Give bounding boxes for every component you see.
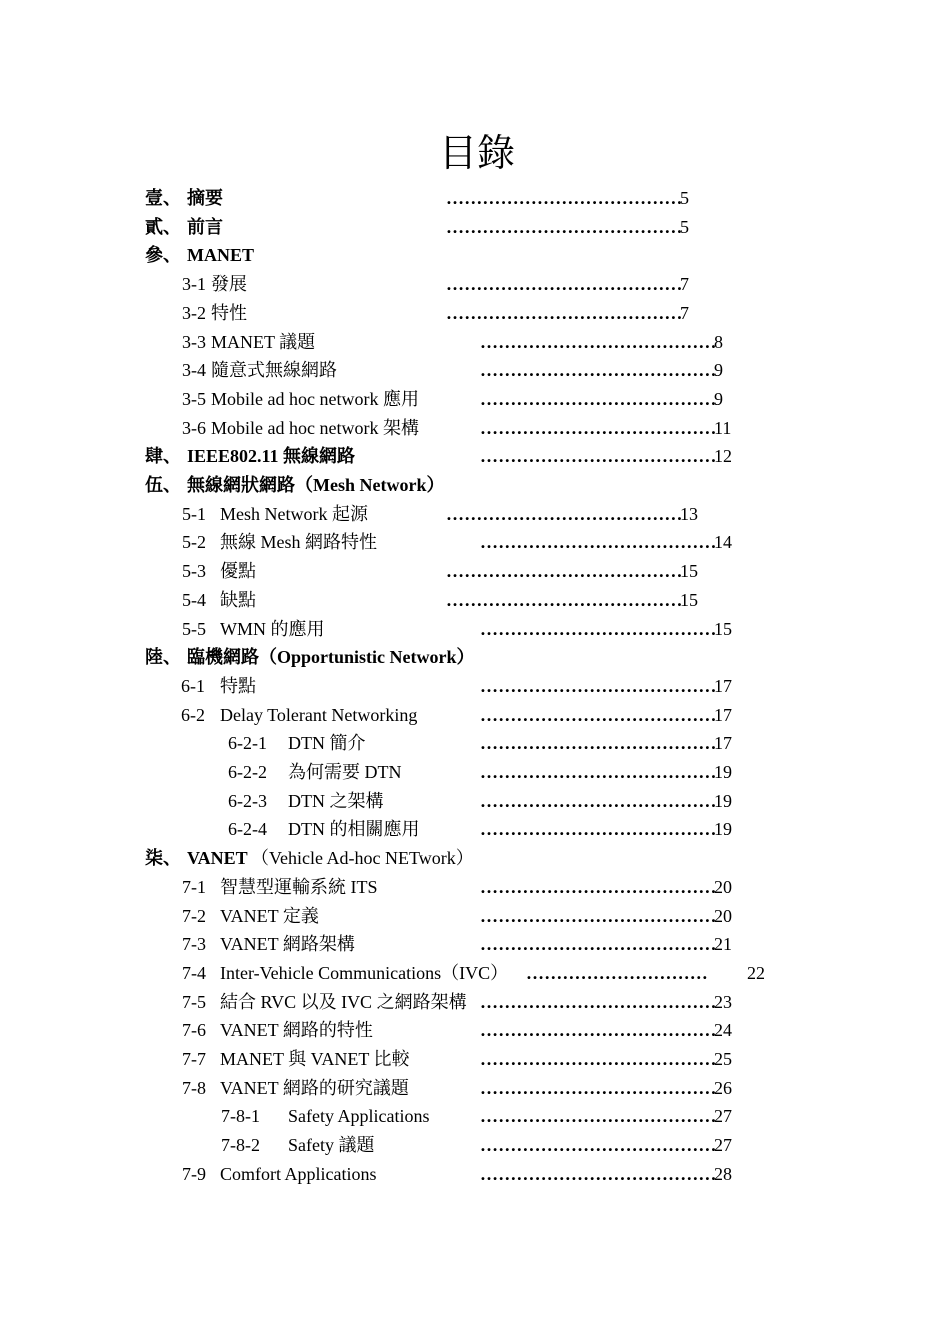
toc-leader-dots: ………………………………… xyxy=(480,934,717,955)
toc-entry-title: DTN 的相關應用 xyxy=(288,819,420,840)
toc-entry-number: 陸、 xyxy=(145,647,181,668)
toc-entry-number: 壹、 xyxy=(145,188,181,208)
toc-page-number: 7 xyxy=(680,274,689,295)
toc-leader-dots: ………………………………… xyxy=(480,704,717,725)
toc-entry-number: 7-5 xyxy=(182,991,206,1012)
toc-entry xyxy=(0,815,950,843)
toc-page-number: 27 xyxy=(714,1106,732,1127)
toc-entry-title: MANET xyxy=(187,245,254,266)
toc-entry-number: 參、 xyxy=(145,245,181,266)
toc-entry xyxy=(0,988,950,1016)
toc-page-number: 20 xyxy=(714,905,732,926)
toc-entry xyxy=(0,471,950,499)
toc-leader-dots: ………………………………… xyxy=(480,360,717,381)
toc-entry-number: 肆、 xyxy=(145,446,181,467)
toc-page-number: 13 xyxy=(680,503,698,524)
toc-entry xyxy=(0,328,950,356)
toc-entry-number: 6-2-3 xyxy=(228,790,267,811)
toc-leader-dots: ………………………………… xyxy=(480,1077,717,1098)
toc-entry xyxy=(0,701,950,729)
toc-leader-dots: ………………………………… xyxy=(480,675,717,696)
toc-entry-title: MANET 議題 xyxy=(211,331,316,352)
toc-entry-title: VANET 網路架構 xyxy=(220,934,355,955)
toc-entry-title: Inter-Vehicle Communications（IVC） xyxy=(220,962,509,983)
toc-entry-title: 為何需要 DTN xyxy=(288,762,402,782)
toc-entry-number: 3-4 xyxy=(182,360,206,381)
toc-page-number: 15 xyxy=(680,561,698,582)
toc-entry xyxy=(0,1102,950,1130)
toc-leader-dots: ………………………………… xyxy=(446,503,683,524)
toc-leader-dots: ………………………………… xyxy=(480,1049,717,1069)
toc-leader-dots: ………………………………… xyxy=(480,819,717,840)
toc-entry-number: 伍、 xyxy=(145,475,181,495)
toc-page-number: 15 xyxy=(680,589,698,610)
toc-entry-number: 3-1 xyxy=(182,274,206,295)
toc-page-number: 9 xyxy=(714,360,723,381)
toc-page-number: 27 xyxy=(714,1135,732,1156)
toc-entry-number: 柒、 xyxy=(145,848,181,869)
toc-entry-number: 7-9 xyxy=(182,1163,206,1184)
toc-entry-title: DTN 之架構 xyxy=(288,790,384,811)
toc-entry xyxy=(0,1016,950,1044)
toc-entry xyxy=(0,557,950,585)
toc-entry xyxy=(0,270,950,298)
toc-leader-dots: ………………………………… xyxy=(480,733,717,754)
toc-entry xyxy=(0,1074,950,1102)
toc-leader-dots: ………………………………… xyxy=(480,991,717,1012)
toc-entry xyxy=(0,672,950,700)
toc-entry xyxy=(0,356,950,384)
toc-entry-title: Delay Tolerant Networking xyxy=(220,704,418,725)
toc-page-number: 20 xyxy=(714,876,732,897)
toc-entry xyxy=(0,1045,950,1073)
toc-page-number: 14 xyxy=(714,532,732,553)
toc-leader-dots: ………………………………… xyxy=(446,561,683,582)
toc-entry-title: 摘要 xyxy=(187,188,223,208)
toc-page-number: 19 xyxy=(714,762,732,782)
toc-entry-title: 無線 Mesh 網路特性 xyxy=(220,532,377,553)
toc-entry-title: MANET 與 VANET 比較 xyxy=(220,1049,410,1069)
toc-entry-title: 缺點 xyxy=(220,589,256,610)
toc-leader-dots: ………………………………… xyxy=(446,274,683,295)
toc-entry-number: 7-2 xyxy=(182,905,206,926)
toc-page-number: 24 xyxy=(714,1020,732,1041)
toc-leader-dots: ………………………………… xyxy=(480,388,717,409)
toc-entry xyxy=(0,615,950,643)
toc-entry xyxy=(0,442,950,470)
toc-entry xyxy=(0,1131,950,1159)
toc-page-number: 8 xyxy=(714,331,723,352)
toc-page-number: 11 xyxy=(714,417,732,438)
toc-leader-dots: ………………………………… xyxy=(446,589,683,610)
toc-entry-number: 7-3 xyxy=(182,934,206,955)
toc-page-number: 22 xyxy=(747,962,765,983)
toc-leader-dots: ………………………………… xyxy=(480,618,717,639)
toc-entry xyxy=(0,902,950,930)
toc-entry xyxy=(0,643,950,671)
toc-entry xyxy=(0,241,950,269)
toc-entry-number: 7-8-2 xyxy=(221,1135,260,1156)
toc-leader-dots: ………………………………… xyxy=(480,417,717,438)
toc-entry-title: Safety 議題 xyxy=(288,1135,375,1156)
toc-entry-title: VANET 定義 xyxy=(220,905,319,926)
toc-entry-number: 6-2-1 xyxy=(228,733,267,754)
toc-entry-number: 6-1 xyxy=(181,675,205,696)
toc-entry-number: 7-8 xyxy=(182,1077,206,1098)
toc-entry xyxy=(0,844,950,872)
toc-entry xyxy=(0,528,950,556)
toc-entry xyxy=(0,930,950,958)
toc-entry-title: VANET 網路的特性 xyxy=(220,1020,373,1041)
toc-entry-title: 特性 xyxy=(211,302,247,323)
toc-entry-title: 前言 xyxy=(187,216,223,237)
toc-leader-dots: ………………………… xyxy=(526,962,708,983)
toc-entry-title: Mobile ad hoc network 架構 xyxy=(211,417,419,438)
toc-page-number: 7 xyxy=(680,302,689,323)
toc-leader-dots: ………………………………… xyxy=(480,905,717,926)
toc-leader-dots: ………………………………… xyxy=(446,302,683,323)
toc-entry xyxy=(0,299,950,327)
toc-entry-title: VANET xyxy=(187,848,248,869)
toc-page-number: 28 xyxy=(714,1163,732,1184)
toc-entry-number: 6-2-4 xyxy=(228,819,267,840)
toc-entry xyxy=(0,758,950,786)
toc-entry xyxy=(0,586,950,614)
toc-entry xyxy=(0,184,950,212)
toc-page-number: 19 xyxy=(714,790,732,811)
toc-entry-number: 5-4 xyxy=(182,589,206,610)
toc-leader-dots: ………………………………… xyxy=(480,331,717,352)
toc-entry xyxy=(0,500,950,528)
toc-entry-number: 5-2 xyxy=(182,532,206,553)
toc-entry xyxy=(0,385,950,413)
toc-page-number: 19 xyxy=(714,819,732,840)
toc-entry-title: Comfort Applications xyxy=(220,1163,377,1184)
toc-entry-title: 優點 xyxy=(220,561,256,582)
toc-entry-title: 結合 RVC 以及 IVC 之網路架構 xyxy=(220,991,467,1012)
toc-entry-title: 臨機網路（Opportunistic Network） xyxy=(187,647,475,668)
toc-entry-title: Mesh Network 起源 xyxy=(220,503,368,524)
toc-leader-dots: ………………………………… xyxy=(480,1163,717,1184)
page-title: 目錄 xyxy=(438,131,515,175)
toc-leader-dots: ………………………………… xyxy=(480,446,717,467)
toc-entry xyxy=(0,729,950,757)
toc-entry-number: 7-8-1 xyxy=(221,1106,260,1127)
toc-entry-number: 5-3 xyxy=(182,561,206,582)
toc-entry-number: 5-5 xyxy=(182,618,206,639)
toc-entry xyxy=(0,959,950,987)
toc-page-number: 15 xyxy=(714,618,732,639)
toc-entry xyxy=(0,787,950,815)
toc-leader-dots: ………………………………… xyxy=(480,1106,717,1127)
toc-entry-number: 7-4 xyxy=(182,962,206,983)
toc-page-number: 12 xyxy=(714,446,732,467)
toc-entry-number: 6-2-2 xyxy=(228,762,267,782)
toc-entry-title: 特點 xyxy=(220,675,256,696)
toc-entry xyxy=(0,213,950,241)
toc-entry-title: 發展 xyxy=(211,274,247,295)
toc-leader-dots: ………………………………… xyxy=(480,532,717,553)
toc-leader-dots: ………………………………… xyxy=(480,1135,717,1156)
toc-page-number: 17 xyxy=(714,675,732,696)
toc-page-number: 5 xyxy=(680,216,689,237)
toc-entry-title: 智慧型運輸系統 ITS xyxy=(220,876,378,897)
toc-leader-dots: ………………………………… xyxy=(446,216,683,237)
toc-entry-number: 3-5 xyxy=(182,388,206,409)
toc-entry-number: 3-6 xyxy=(182,417,206,438)
toc-page-number: 9 xyxy=(714,388,723,409)
toc-page-number: 17 xyxy=(714,733,732,754)
toc-entry-title: DTN 簡介 xyxy=(288,733,366,754)
toc-entry-title: Mobile ad hoc network 應用 xyxy=(211,388,419,409)
toc-entry-number: 3-2 xyxy=(182,302,206,323)
toc-entry-number: 貳、 xyxy=(145,216,181,237)
toc-entry-title: IEEE802.11 無線網路 xyxy=(187,446,356,467)
toc-entry-number: 7-7 xyxy=(182,1049,206,1069)
toc-entry xyxy=(0,873,950,901)
toc-entry-title: VANET 網路的研究議題 xyxy=(220,1077,409,1098)
toc-entry-number: 5-1 xyxy=(182,503,206,524)
toc-entry-title: Safety Applications xyxy=(288,1106,430,1127)
toc-page-number: 26 xyxy=(714,1077,732,1098)
toc-leader-dots: ………………………………… xyxy=(480,876,717,897)
toc-entry-number: 7-6 xyxy=(182,1020,206,1041)
toc-entry xyxy=(0,1160,950,1188)
toc-entry-number: 3-3 xyxy=(182,331,206,352)
toc-page-number: 21 xyxy=(714,934,732,955)
toc-entry-number: 7-1 xyxy=(182,876,206,897)
toc-entry-number: 6-2 xyxy=(181,704,205,725)
toc-entry-subtitle: （Vehicle Ad-hoc NETwork） xyxy=(251,848,474,869)
toc-leader-dots: ………………………………… xyxy=(446,188,683,208)
toc-entry-title: WMN 的應用 xyxy=(220,618,325,639)
toc-leader-dots: ………………………………… xyxy=(480,762,717,782)
toc-page-number: 5 xyxy=(680,188,689,208)
toc-page-number: 17 xyxy=(714,704,732,725)
toc-leader-dots: ………………………………… xyxy=(480,790,717,811)
toc-entry xyxy=(0,414,950,442)
toc-page-number: 25 xyxy=(714,1049,732,1069)
toc-entry-title: 無線網狀網路（Mesh Network） xyxy=(187,475,445,495)
toc-leader-dots: ………………………………… xyxy=(480,1020,717,1041)
toc-entry-title: 隨意式無線網路 xyxy=(211,360,337,381)
toc-page-number: 23 xyxy=(714,991,732,1012)
